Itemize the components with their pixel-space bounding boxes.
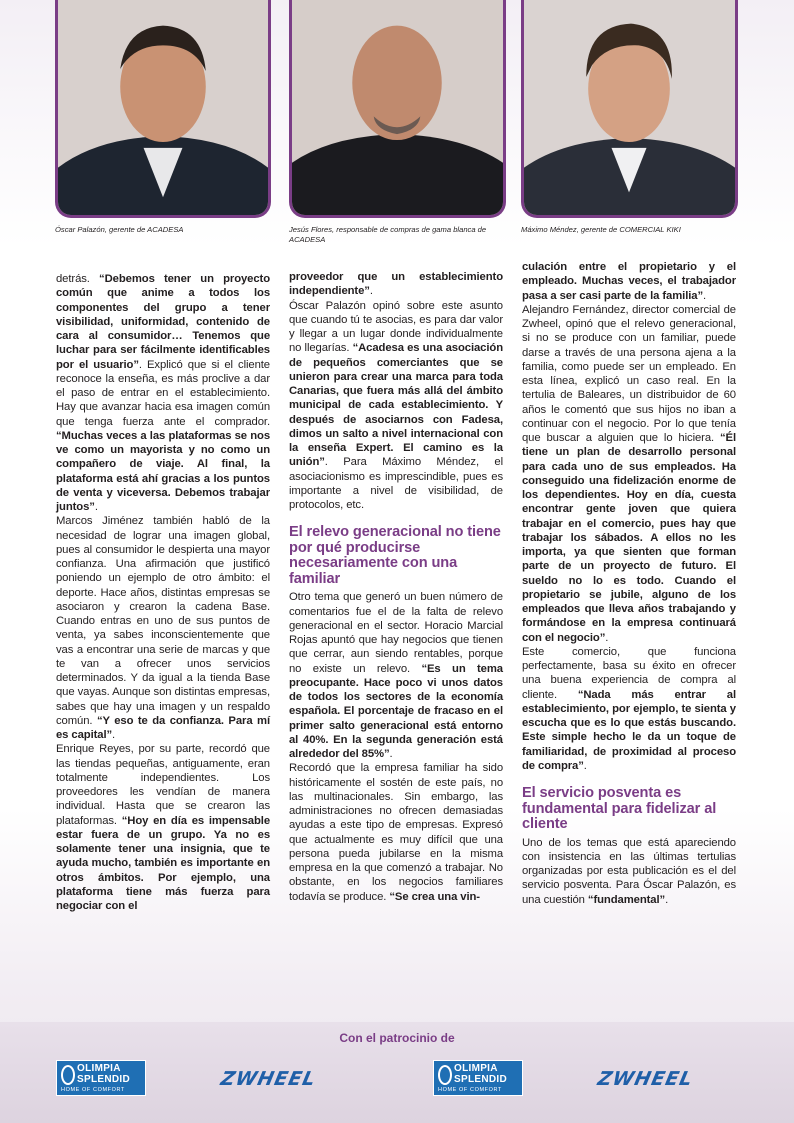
text-run: Recordó que la empresa familiar ha sido históricamente el sostén de este país, no las multinacionales. Sin embargo, las administraciones no ofrecen demasiadas ayudas a este tipo de empresas. Expresó que actualmente es muy difícil que una persona pueda jubilarse en la misma empresa en la que comenzó a trabajar. No obstante, en los negocios familiares todavía se produce.: [289, 762, 503, 903]
olimpia-ring-icon: [61, 1065, 75, 1085]
quote-bold: “Debemos tener un proyecto común que anime a todos los componentes del grupo a tener visibilidad, uniformidad, contenido de cara al consumidor… Tenemos que luchar para ser fácilmente identificables por el usuario”: [56, 273, 271, 371]
photo-caption: Jesús Flores, responsable de compras de gama blanca de ACADESA: [289, 225, 487, 244]
logo-text: SPLENDID: [454, 1074, 507, 1085]
paragraph: [289, 590, 503, 761]
logo-text: OLIMPIA: [454, 1063, 498, 1074]
text-run: Óscar Palazón opinó sobre este asunto que cuando tú te asocias, es para dar valor y llegar a un lugar donde individualmente no llegarías.: [289, 299, 503, 355]
paragraph: [522, 645, 736, 773]
paragraph: [522, 836, 736, 907]
quote-bold: “Se crea una vin-: [389, 890, 480, 903]
quote-bold: “Él tiene un plan de desarrollo personal para cada uno de sus empleados. Ha conseguido una fidelización enorme de los dependientes. Hoy en día, cuesta encontrar gente joven que quiera trabajar en el comercio, pues hay que trabajar los sábados. A ellos no les importa, ya que sienten que forman parte de un proyecto de futuro. El sueldo no lo es todo. Cuando el propietario se jubile, alguno de los empleados que lleva años trabajando y formándose en la empresa continuará con el negocio”: [522, 432, 736, 644]
paragraph: [56, 742, 270, 913]
logo-text: HOME OF COMFORT: [61, 1087, 125, 1093]
quote-bold: culación entre el propietario y el empleado. Muchas veces, el trabajador pasa a ser casi parte de la familia”: [522, 261, 736, 302]
text-run: detrás.: [56, 273, 100, 285]
olimpia-ring-icon: [438, 1065, 452, 1085]
quote-bold: “Es un tema preocupante. Hace poco vi unos datos de todos los sectores de la economía española. El porcentaje de fracaso en el primer salto generacional está entorno al 40%. En la segunda generación está alrededor del 85%”: [289, 662, 503, 760]
photo-maximo-mendez: [521, 0, 738, 218]
portrait-illustration: [524, 0, 735, 215]
photo-caption: Máximo Méndez, gerente de COMERCIAL KIKI: [521, 225, 681, 234]
article-column-1: [56, 272, 270, 913]
portrait-illustration: [292, 0, 503, 215]
text-run: .: [112, 729, 116, 741]
logo-text: SPLENDID: [77, 1074, 130, 1085]
sponsor-title: Con el patrocinio de: [339, 1031, 455, 1045]
logo-text: OLIMPIA: [77, 1063, 121, 1074]
quote-bold: “Y eso te da confianza. Para mí es capital”: [56, 714, 270, 741]
text-run: Enrique Reyes, por su parte, recordó que las tiendas pequeñas, antiguamente, eran totalmente independientes. Los proveedores les vendían de manera individual. Hasta que se crearon las plataformas.: [56, 743, 270, 827]
photo-caption: Óscar Palazón, gerente de ACADESA: [55, 225, 184, 234]
paragraph: [289, 761, 503, 904]
quote-bold: proveedor que un establecimiento independiente”: [289, 271, 503, 298]
text-run: .: [605, 631, 609, 644]
zwheel-logo: ZWHEEL: [595, 1068, 696, 1090]
quote-bold: “Acadesa es una asociación de pequeños comerciantes que se unieron para crear una marca para toda Canarias, que fuera más allá del ámbito municipal de cada establecimiento. Y después de asociarnos con Fadesa, dimos un salto a nivel internacional con la enseña Expert. El camino es la unión”: [289, 342, 503, 469]
quote-bold: “Muchas veces a las plataformas se nos ve como un mayorista y no como un compañero de viaje. Al final, la plataforma está ahí gracias a los puntos de venta y viceversa. Debemos trabajar juntos”: [56, 429, 270, 513]
quote-bold: “Hoy en día es impensable estar fuera de un grupo. Ya no es solamente tener una insignia, que te ayuda mucho, también es importante en otros ámbitos. Por ejemplo, una plataforma tiene más fuerza para negociar con el: [56, 814, 270, 912]
text-run: .: [94, 501, 98, 513]
text-run: .: [703, 289, 707, 302]
photo-jesus-flores: [289, 0, 506, 218]
article-column-2: [289, 270, 503, 904]
paragraph: [289, 299, 503, 513]
text-run: .: [369, 285, 373, 298]
text-run: Uno de los temas que está apareciendo con insistencia en las últimas tertulias organizadas por esta publicación es el del servicio posventa. Para Óscar Palazón, es una cuestión: [522, 836, 736, 906]
article-column-3: [522, 260, 736, 907]
quote-bold: “Nada más entrar al establecimiento, por ejemplo, te sienta y escucha que es lo que estás buscando. Este simple hecho le da un toque de familiaridad, de proximidad al proceso de compra”: [522, 688, 736, 772]
text-run: Este comercio, que funciona perfectamente, basa su éxito en ofrecer una buena experiencia de compra al cliente.: [522, 645, 736, 701]
paragraph: [522, 303, 736, 645]
section-heading: El servicio posventa es fundamental para fidelizar al cliente: [522, 785, 717, 832]
text-run: Alejandro Fernández, director comercial de Zwheel, opinó que el relevo generacional, si no se produce con un familiar, puede darse a través de una persona ajena a la familia, como puede ser un empleado. En esta línea, explicó un caso real. En la tertulia de Baleares, un distribuidor de 60 años le comentó que sus hijos no iban a continuar con el negocio. Por lo que tenía que buscar a alguien que lo hiciera.: [522, 303, 736, 444]
text-run: .: [389, 748, 393, 760]
text-run: .: [665, 893, 669, 906]
paragraph: [522, 260, 736, 303]
zwheel-logo: ZWHEEL: [218, 1068, 319, 1090]
quote-bold: “fundamental”: [587, 893, 666, 906]
paragraph: [56, 272, 270, 514]
text-run: . Explicó que si el cliente reconoce la enseña, es más proclive a dar el paso de entrar en el establecimiento. Hay que avanzar hacia esa imagen común que tenga fuerza ante el comprador.: [56, 358, 270, 428]
section-heading: El relevo generacional no tiene por qué producirse necesariamente con una familiar: [289, 524, 501, 587]
text-run: . Para Máximo Méndez, el asociacionismo es imprescindible, pues es importante a nivel de visibilidad, de protocolos, etc.: [289, 456, 503, 511]
photo-oscar-palazon: [55, 0, 271, 218]
portrait-illustration: [58, 0, 268, 215]
logo-text: HOME OF COMFORT: [438, 1087, 502, 1093]
text-run: Otro tema que generó un buen número de comentarios fue el de la falta de relevo generacional en el sector. Horacio Marcial Rojas apuntó que hay negocios que tienen que cerrar, aun siendo rentables, porque no existe un relevo.: [289, 591, 503, 675]
paragraph: [56, 514, 270, 742]
paragraph: [289, 270, 503, 299]
olimpia-splendid-logo: [56, 1060, 146, 1096]
text-run: .: [583, 759, 587, 772]
text-run: Marcos Jiménez también habló de la necesidad de lograr una imagen global, pues al consumidor le despierta una mayor confianza. Una afirmación que justificó poniendo un ejemplo de otro ámbito: el deporte. Hace años, distintas empresas se asociaron y crearon la cadena Base. Cuando entras en uno de sus puntos de venta, ya sabes inconscientemente que vas a encontrar una serie de marcas y que te van a ofrecer unos servicios determinados. Y da igual a la tienda Base que vayas. Aunque son distintas empresas, sabes que hay una imagen y un respaldo común.: [56, 515, 270, 727]
olimpia-splendid-logo: [433, 1060, 523, 1096]
